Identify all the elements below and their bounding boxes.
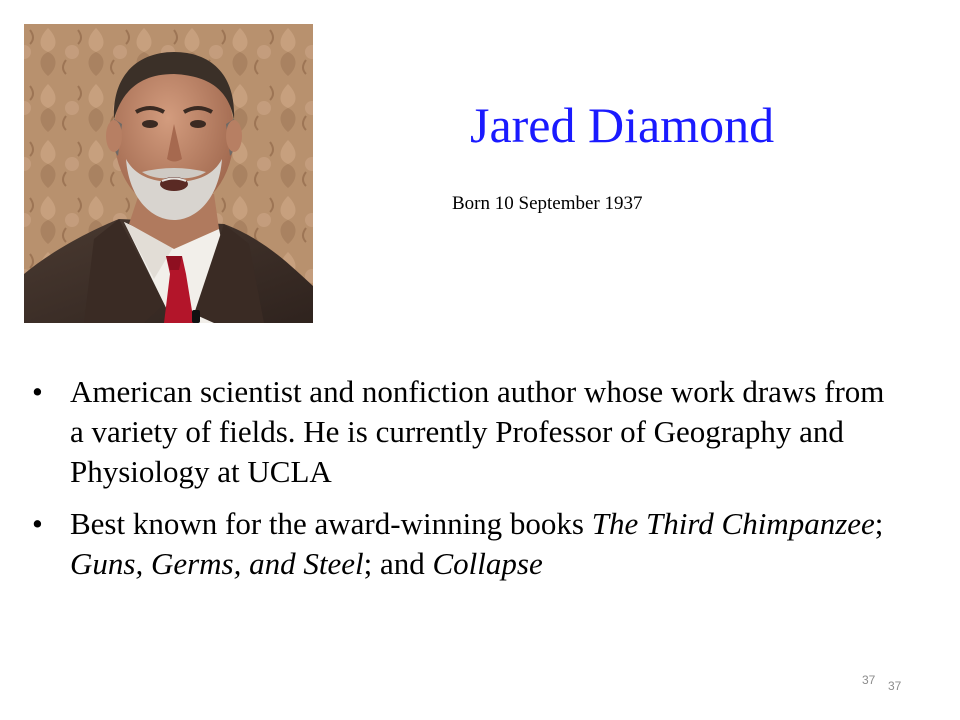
bullet-text [70,372,890,492]
bullet-item-biography [30,372,890,492]
slide-title: Jared Diamond [470,97,775,153]
bullet-item-books [30,504,890,584]
birth-date-subtitle: Born 10 September 1937 [452,193,643,214]
page-number: 37 [862,673,876,687]
text-segment: ; and [363,546,433,581]
page-number-footer: 37 [888,679,902,693]
text-segment: Best known for the award-winning books [70,506,592,541]
text-segment: ; [874,506,884,541]
book-title: The Third Chimpanzee [591,506,875,541]
text-segment: American scientist and nonfiction author whose work draws from a variety of fields. He is currently Professor of Geography and Physiology at UCLA [70,374,885,489]
portrait-photo [24,24,313,323]
bullet-text [70,504,890,584]
bullet-icon: • [32,374,43,409]
book-title: Collapse [432,546,543,581]
book-title: Guns, Germs, and Steel [70,546,364,581]
bullet-icon: • [32,506,43,541]
bullet-list [30,372,890,596]
